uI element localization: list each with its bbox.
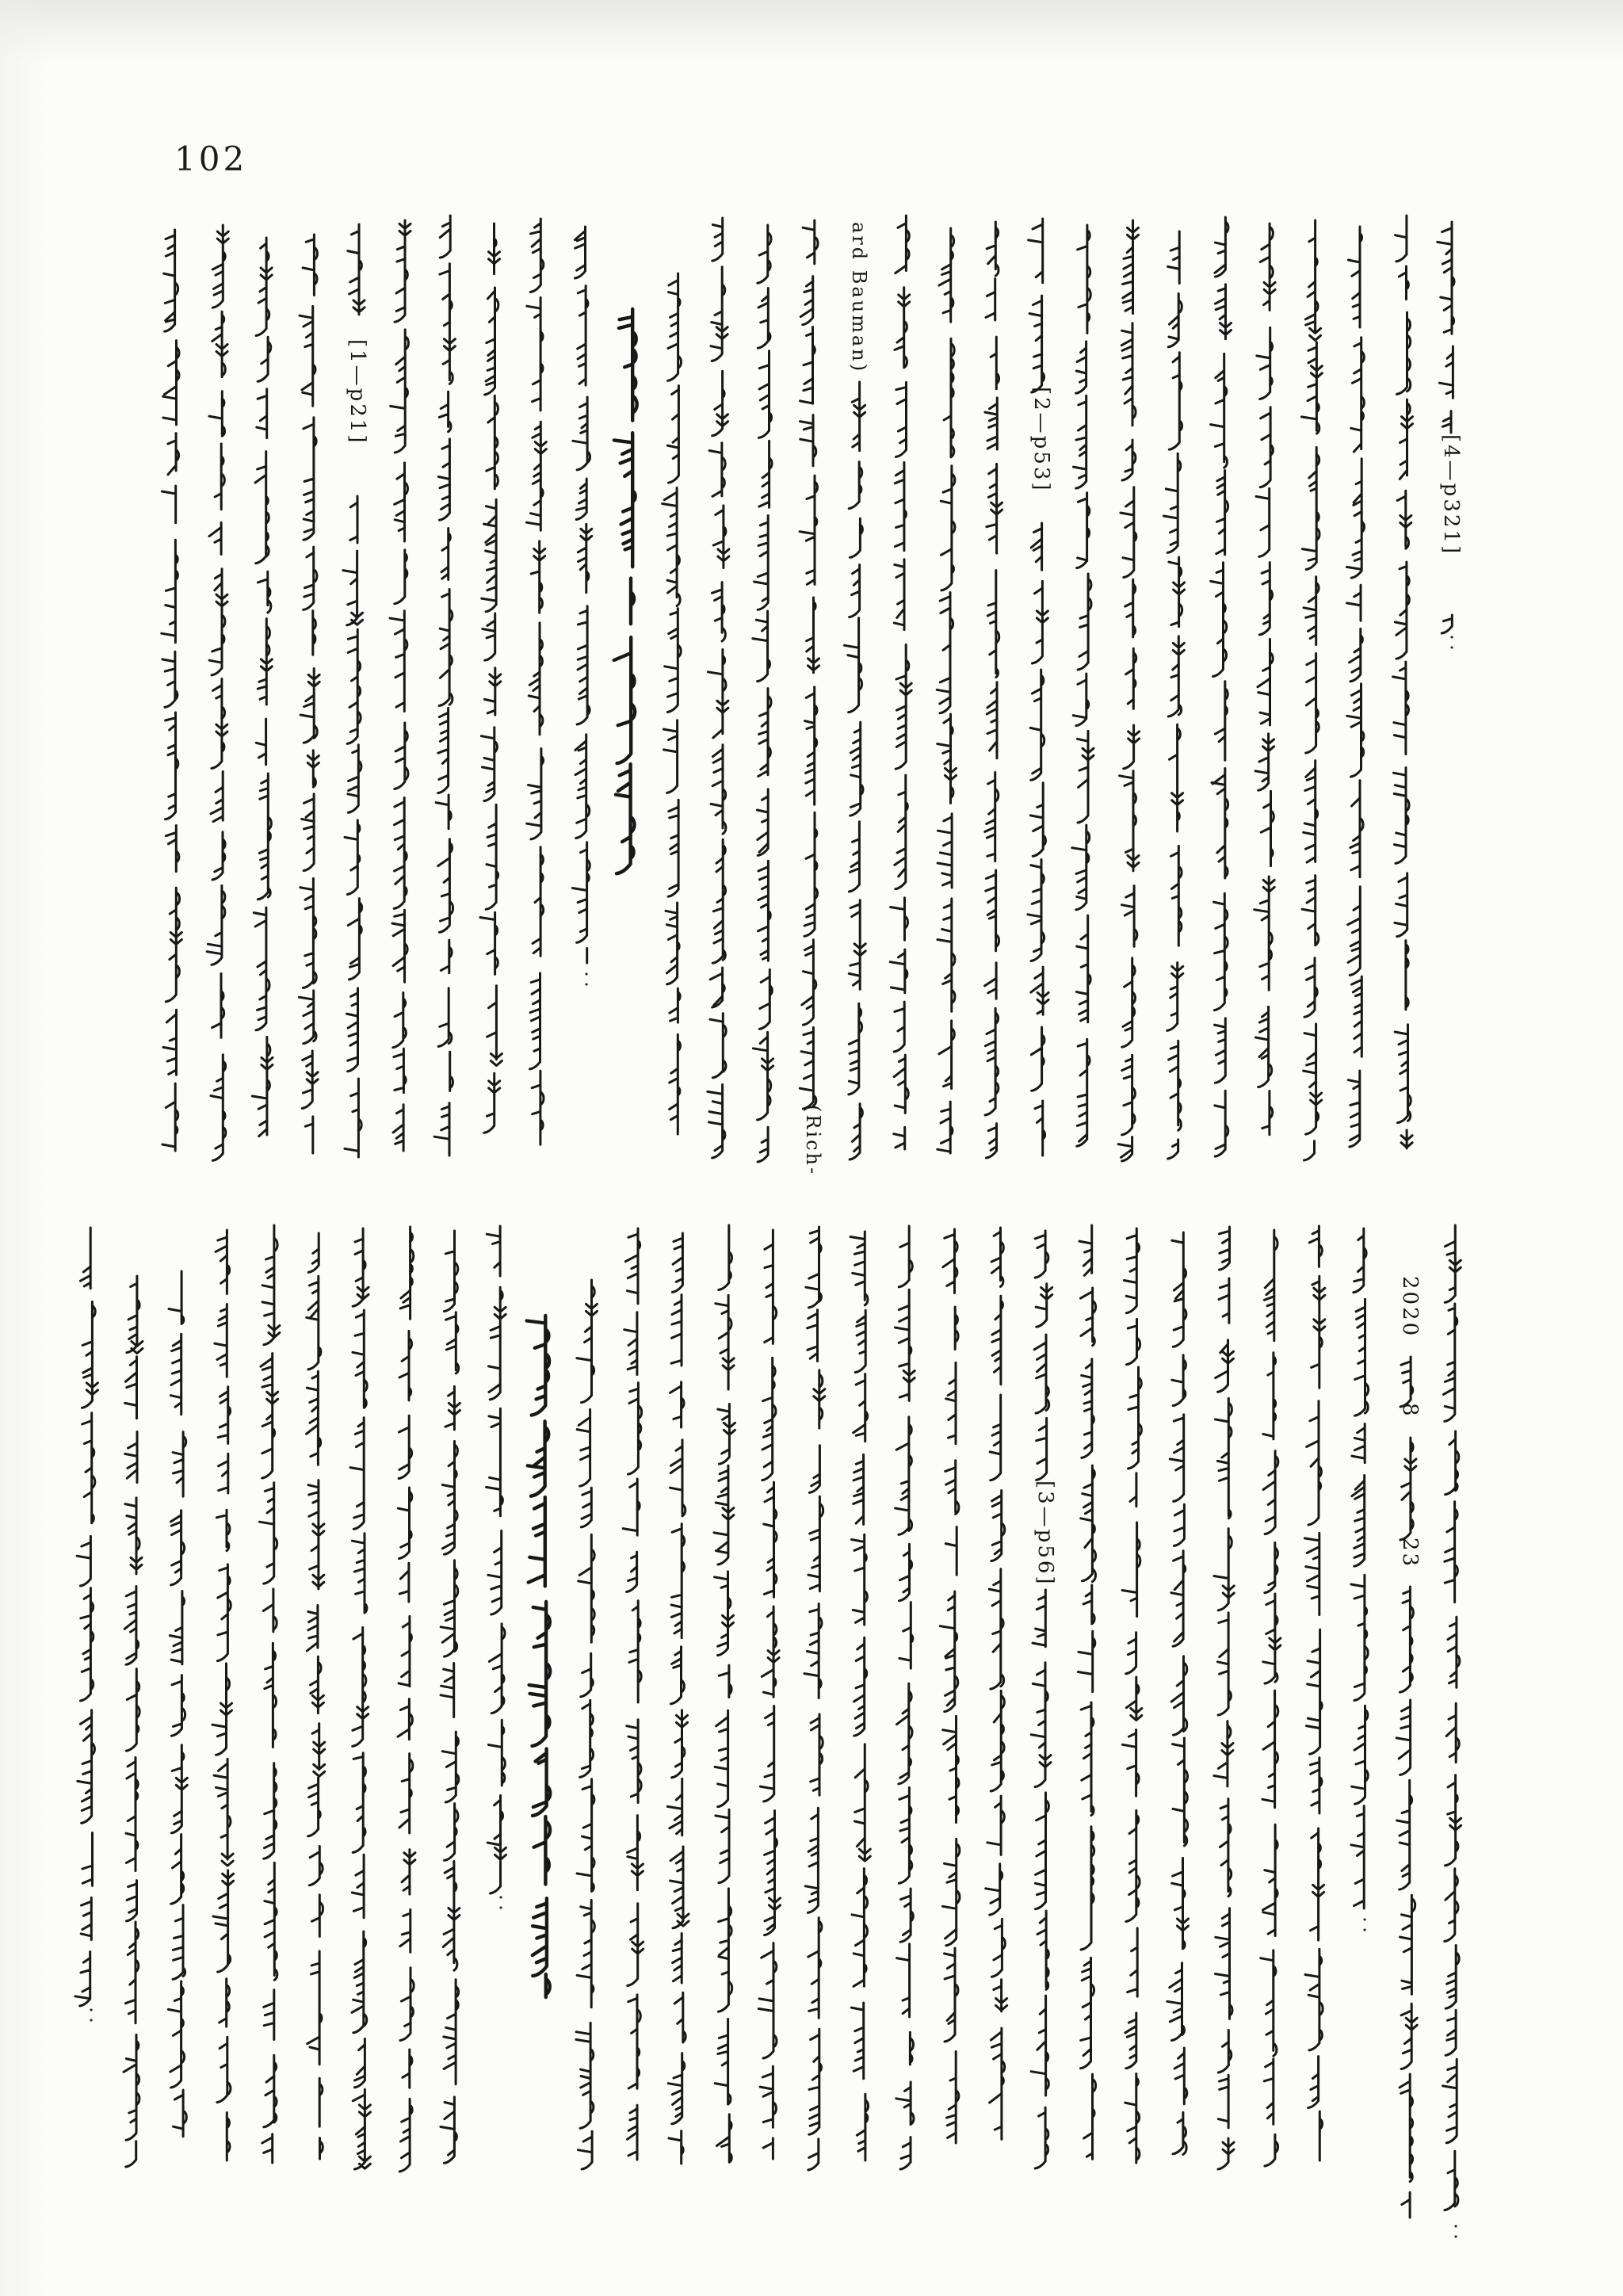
script-line-lower-22 — [1078, 1225, 1095, 2159]
date-month: 8 — [1397, 1403, 1422, 1419]
date-year: 2020 — [1397, 1276, 1422, 1339]
script-line-lower-9 — [487, 1226, 506, 1908]
script-line-lower-21 — [1031, 1231, 1052, 2168]
script-line-lower-23 — [1122, 1228, 1142, 2163]
script-line-lower-20 — [986, 1228, 1007, 2139]
script-line-lower-1 — [124, 1276, 143, 2167]
section-heading-line-upper-10 — [614, 309, 637, 873]
script-line-lower-6 — [350, 1228, 370, 2169]
script-line-lower-8 — [441, 1231, 460, 2163]
script-line-upper-14 — [800, 220, 819, 1109]
script-line-lower-30 — [1443, 1225, 1461, 2237]
script-line-upper-0 — [162, 230, 182, 1151]
latin-author-hyphen-start: (Rich- — [802, 1105, 825, 1177]
script-line-lower-13 — [667, 1233, 689, 2164]
script-line-upper-15 — [845, 382, 866, 1159]
script-line-lower-19 — [940, 1229, 960, 2143]
script-line-lower-15 — [758, 1230, 780, 2159]
script-line-lower-17 — [850, 1232, 870, 2160]
script-line-upper-13 — [753, 225, 773, 1162]
script-line-lower-14 — [714, 1225, 735, 2162]
script-line-upper-11 — [663, 273, 682, 1134]
script-line-lower-29 — [1396, 1357, 1417, 2218]
script-line-upper-7 — [480, 223, 502, 1133]
script-line-upper-20 — [1072, 225, 1094, 1146]
script-line-upper-26 — [1346, 227, 1364, 1147]
script-line-upper-25 — [1301, 220, 1322, 1160]
script-line-upper-21 — [1118, 220, 1140, 1161]
citation-ref-3: [3—p56] — [1033, 1480, 1057, 1587]
script-line-upper-12 — [708, 218, 729, 1158]
script-line-lower-16 — [804, 1227, 825, 2170]
script-line-lower-2 — [168, 1271, 187, 2137]
script-line-upper-23 — [1211, 217, 1232, 1156]
script-line-upper-2 — [252, 238, 273, 1137]
script-line-lower-0 — [75, 1228, 98, 2020]
script-line-upper-27 — [1393, 216, 1413, 1148]
script-line-upper-18 — [985, 222, 1002, 1158]
page-number: 102 — [174, 139, 248, 178]
script-line-lower-27 — [1304, 1226, 1325, 2160]
citation-ref-1: [1—p21] — [345, 339, 369, 445]
script-line-lower-12 — [623, 1228, 643, 2160]
script-line-lower-11 — [576, 1280, 598, 2169]
citation-ref-4: [4—p321] — [1438, 434, 1463, 556]
script-line-upper-1 — [207, 225, 228, 1160]
script-line-lower-3 — [212, 1230, 234, 2160]
script-line-upper-8 — [526, 219, 546, 1144]
script-line-upper-22 — [1163, 231, 1184, 1159]
script-line-lower-24 — [1167, 1232, 1189, 2154]
script-line-upper-6 — [434, 216, 455, 1156]
citation-ref-2: [2—p53] — [1029, 387, 1053, 493]
script-line-lower-7 — [398, 1227, 415, 2172]
script-line-lower-28 — [1351, 1228, 1369, 1930]
script-line-upper-19 — [1028, 219, 1048, 1156]
script-line-upper-5 — [390, 220, 411, 1151]
script-line-lower-5 — [307, 1233, 325, 2159]
script-line-lower-25 — [1214, 1227, 1234, 2169]
script-line-lower-18 — [895, 1226, 915, 2169]
date-day: 23 — [1397, 1538, 1422, 1569]
text-band-lower — [75, 1225, 1461, 2237]
script-line-upper-24 — [1254, 223, 1275, 1135]
script-line-lower-4 — [260, 1225, 280, 2163]
latin-author-continued: ard Bauman) — [848, 222, 871, 374]
section-heading-line-lower-10 — [527, 1316, 551, 1997]
script-line-upper-3 — [299, 235, 319, 1153]
script-line-upper-9 — [572, 227, 591, 984]
script-line-upper-17 — [937, 228, 956, 1153]
script-line-upper-16 — [890, 216, 911, 1149]
script-line-lower-26 — [1261, 1230, 1281, 2166]
